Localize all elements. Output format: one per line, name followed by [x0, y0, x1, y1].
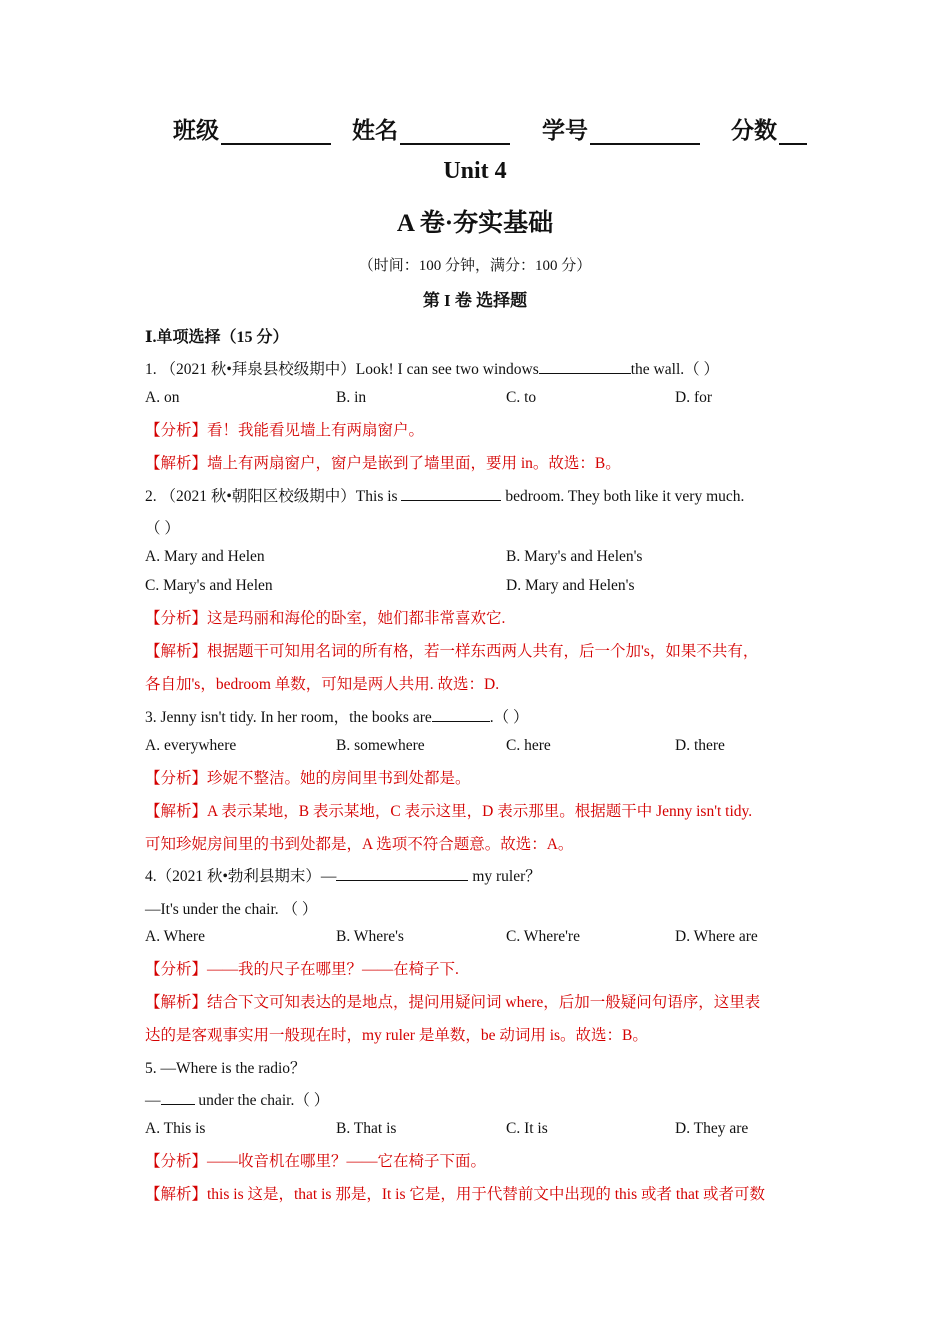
q2-explanation-line-2: 各自加's，bedroom 单数，可知是两人共用. 故选：D. [145, 676, 500, 693]
q3-explanation-line-1: 【解析】A 表示某地，B 表示某地，C 表示这里，D 表示那里。根据题干中 Jenny isn't tidy. [145, 803, 753, 820]
question-1-blank [539, 359, 631, 374]
question-5-stem: 5. —Where is the radio？ [145, 1060, 306, 1077]
time-info: （时间：100 分钟，满分：100 分） [358, 258, 592, 274]
question-5-text-end: under the chair.（ ） [194, 1092, 330, 1109]
paper-subtitle: A 卷·夯实基础 [396, 210, 554, 237]
unit-title: Unit 4 [443, 158, 507, 184]
q1-analysis: 【分析】看！我能看见墙上有两扇窗户。 [145, 422, 425, 439]
question-4-blank [336, 866, 468, 881]
q5-option-a[interactable]: A. This is [145, 1120, 206, 1137]
question-4-stem [145, 864, 541, 886]
student-info-header [0, 112, 950, 148]
q3-option-a[interactable]: A. everywhere [145, 737, 237, 754]
q1-explanation: 【解析】墙上有两扇窗户，窗户是嵌到了墙里面，要用 in。故选：B。 [145, 455, 621, 472]
number-label: 学号 [542, 118, 588, 143]
q2-explanation-line-1: 【解析】根据题干可知用名词的所有格，若一样东西两人共有，后一个加's，如果不共有， [145, 643, 759, 660]
question-3-blank [432, 707, 490, 722]
q1-option-b[interactable]: B. in [336, 389, 367, 406]
q5-option-b[interactable]: B. That is [336, 1120, 397, 1137]
score-blank[interactable] [779, 117, 807, 145]
q4-option-d[interactable]: D. Where are [675, 928, 758, 945]
q4-option-b[interactable]: B. Where's [336, 928, 404, 945]
question-2-blank [401, 486, 501, 501]
question-1-text-end: the wall.（ ） [630, 361, 719, 378]
question-3-text: 3. Jenny isn't tidy. In her room，the books are [145, 709, 432, 726]
question-2-paren: （ ） [145, 520, 180, 537]
class-blank[interactable] [221, 117, 331, 145]
q5-analysis: 【分析】——收音机在哪里？——它在椅子下面。 [145, 1153, 487, 1170]
q3-explanation-line-2: 可知珍妮房间里的书到处都是，A 选项不符合题意。故选：A。 [145, 836, 574, 853]
section-title: 第 I 卷 选择题 [422, 291, 528, 310]
question-3-stem [145, 705, 529, 727]
question-5-dash: — [145, 1092, 161, 1109]
number-blank[interactable] [590, 117, 700, 145]
q3-option-d[interactable]: D. there [675, 737, 725, 754]
part-title: Ⅰ.单项选择（15 分） [145, 329, 289, 346]
q2-option-a[interactable]: A. Mary and Helen [145, 548, 265, 565]
q4-option-c[interactable]: C. Where're [506, 928, 580, 945]
q5-option-d[interactable]: D. They are [675, 1120, 749, 1137]
q3-analysis: 【分析】珍妮不整洁。她的房间里书到处都是。 [145, 770, 471, 787]
score-label: 分数 [731, 118, 777, 143]
class-field [173, 112, 331, 145]
question-4-text-end: my ruler？ [468, 868, 541, 885]
q3-option-b[interactable]: B. somewhere [336, 737, 425, 754]
question-2-text: 2. （2021 秋•朝阳区校级期中）This is [145, 488, 402, 505]
question-5-answer-line [145, 1088, 329, 1110]
q1-option-c[interactable]: C. to [506, 389, 537, 406]
question-2-text-end: bedroom. They both like it very much. [501, 488, 745, 505]
q4-explanation-line-2: 达的是客观事实用一般现在时，my ruler 是单数，be 动词用 is。故选：B。 [145, 1027, 648, 1044]
class-label: 班级 [173, 118, 219, 143]
name-label: 姓名 [352, 118, 398, 143]
q5-option-c[interactable]: C. It is [506, 1120, 548, 1137]
q4-option-a[interactable]: A. Where [145, 928, 205, 945]
q4-explanation-line-1: 【解析】结合下文可知表达的是地点，提问用疑问词 where，后加一般疑问句语序，这里表 [145, 994, 761, 1011]
q1-option-d[interactable]: D. for [675, 389, 713, 406]
q2-analysis: 【分析】这是玛丽和海伦的卧室，她们都非常喜欢它. [145, 610, 506, 627]
score-field [731, 112, 807, 145]
name-blank[interactable] [400, 117, 510, 145]
question-4-text: 4.（2021 秋•勃利县期末）— [145, 868, 337, 885]
q2-option-c[interactable]: C. Mary's and Helen [145, 577, 273, 594]
question-1-stem [145, 357, 719, 379]
q2-option-b[interactable]: B. Mary's and Helen's [506, 548, 643, 565]
question-3-text-end: .（ ） [489, 709, 529, 726]
question-4-answer-line: —It's under the chair. （ ） [145, 901, 318, 918]
q5-explanation-line-1: 【解析】this is 这是，that is 那是，It is 它是，用于代替前文中出现的 this 或者 that 或者可数 [145, 1186, 766, 1203]
q1-option-a[interactable]: A. on [145, 389, 180, 406]
question-1-text: 1. （2021 秋•拜泉县校级期中）Look! I can see two windows [145, 361, 539, 378]
name-field [352, 112, 510, 145]
q2-option-d[interactable]: D. Mary and Helen's [506, 577, 635, 594]
q4-analysis: 【分析】——我的尺子在哪里？——在椅子下. [145, 961, 459, 978]
number-field [542, 112, 700, 145]
q3-option-c[interactable]: C. here [506, 737, 551, 754]
question-5-blank [161, 1090, 195, 1105]
question-2-stem [145, 484, 744, 506]
